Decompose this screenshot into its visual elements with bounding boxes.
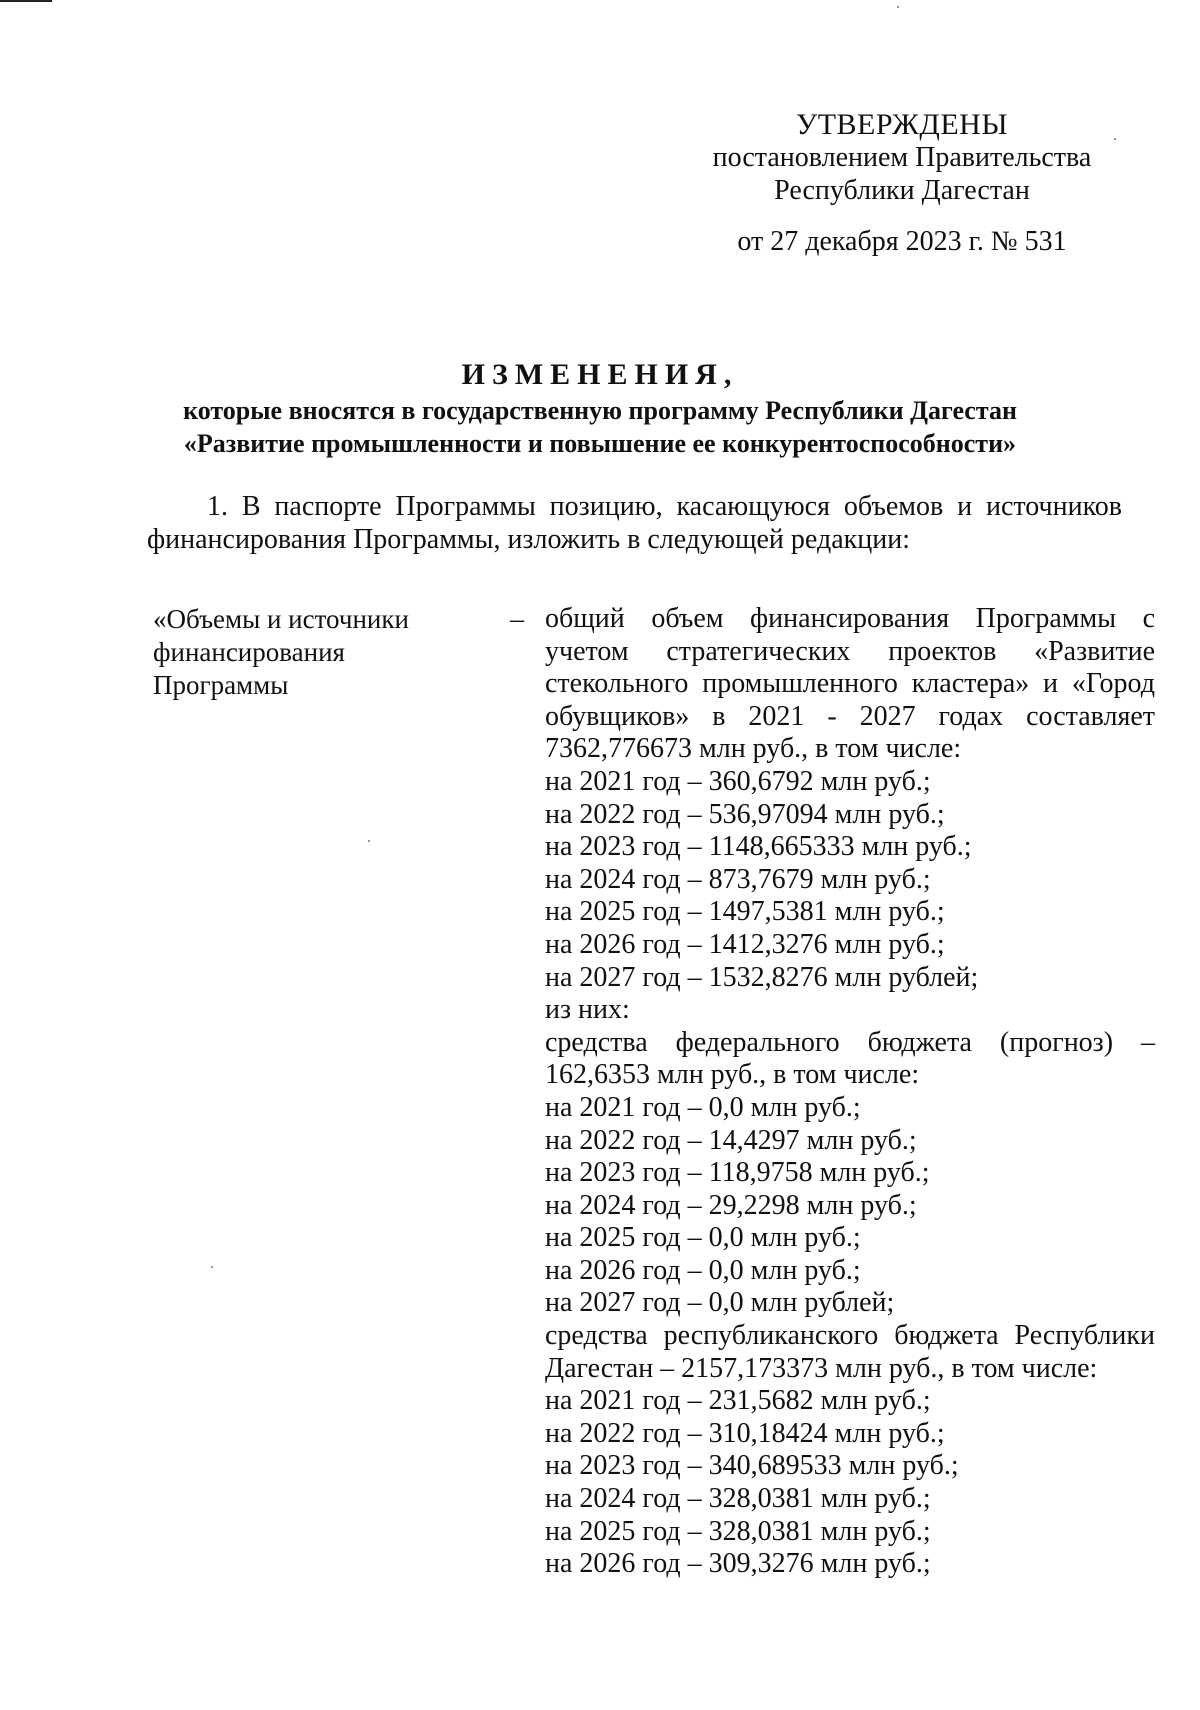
approval-line: постановлением Правительства	[712, 142, 1092, 173]
federal-years-list	[545, 1092, 1155, 1320]
intro-paragraph: 1. В паспорте Программы позицию, касающуюся объемов и источников финансирования Программы, изложить в следующей редакции:	[147, 491, 1122, 555]
of-them-label: из них:	[545, 994, 630, 1026]
scan-speck	[368, 840, 370, 842]
total-financing-paragraph: общий объем финансирования Программы с учетом стратегических проектов «Развитие стекольного промышленного кластера» и «Город обувщиков» в 2021 - 2027 годах составляет 7362,776673 млн руб., в том числе:	[545, 603, 1155, 765]
approval-heading: УТВЕРЖДЕНЫ	[795, 108, 1009, 141]
year-line: на 2024 год – 328,0381 млн руб.;	[545, 1483, 931, 1515]
approval-date: от 27 декабря 2023 г. № 531	[737, 226, 1067, 257]
year-line: на 2026 год – 1412,3276 млн руб.;	[545, 928, 945, 960]
year-line: на 2025 год – 0,0 млн руб.;	[545, 1222, 861, 1254]
year-line: на 2023 год – 1148,665333 млн руб.;	[545, 831, 972, 863]
year-line: на 2026 год – 309,3276 млн руб.;	[545, 1548, 931, 1580]
republic-budget-paragraph: средства республиканского бюджета Республики Дагестан – 2157,173373 млн руб., в том числе:	[545, 1320, 1155, 1384]
year-line: на 2021 год – 0,0 млн руб.;	[545, 1091, 861, 1123]
approval-line: Республики Дагестан	[774, 175, 1030, 206]
position-label: «Объемы и источники финансирования Программы	[153, 604, 409, 700]
year-line: на 2025 год – 328,0381 млн руб.;	[545, 1515, 931, 1547]
federal-budget-paragraph: средства федерального бюджета (прогноз) – 162,6353 млн руб., в том числе:	[545, 1026, 1155, 1091]
year-line: на 2021 год – 360,6792 млн руб.;	[545, 765, 931, 797]
scan-speck	[211, 1266, 213, 1268]
year-line: на 2022 год – 14,4297 млн руб.;	[545, 1124, 917, 1156]
scan-speck	[1114, 138, 1116, 140]
year-line: на 2021 год – 231,5682 млн руб.;	[545, 1385, 931, 1417]
year-line: на 2022 год – 536,97094 млн руб.;	[545, 798, 945, 830]
year-line: на 2024 год – 29,2298 млн руб.;	[545, 1189, 917, 1221]
document-title: ИЗМЕНЕНИЯ,	[461, 358, 739, 391]
scan-speck	[897, 6, 899, 8]
approval-block	[692, 108, 1112, 258]
year-line: на 2023 год – 118,9758 млн руб.;	[545, 1157, 930, 1189]
subtitle-line: которые вносятся в государственную программу Республики Дагестан	[183, 396, 1017, 425]
year-line: на 2023 год – 340,689533 млн руб.;	[545, 1450, 959, 1482]
scan-corner-mark	[0, 0, 52, 2]
year-line: на 2022 год – 310,18424 млн руб.;	[545, 1417, 945, 1449]
year-line: на 2025 год – 1497,5381 млн руб.;	[545, 896, 945, 928]
financing-text	[545, 603, 1155, 1581]
total-years-list	[545, 766, 1155, 994]
year-line: на 2024 год – 873,7679 млн руб.;	[545, 863, 931, 895]
position-dash: –	[510, 604, 524, 635]
year-line: на 2027 год – 1532,8276 млн рублей;	[545, 961, 979, 993]
republic-years-list	[545, 1385, 1155, 1581]
document-subtitle	[0, 394, 1200, 460]
year-line: на 2027 год – 0,0 млн рублей;	[545, 1287, 895, 1319]
subtitle-line: «Развитие промышленности и повышение ее конкурентоспособности»	[183, 429, 1017, 458]
year-line: на 2026 год – 0,0 млн руб.;	[545, 1254, 861, 1286]
